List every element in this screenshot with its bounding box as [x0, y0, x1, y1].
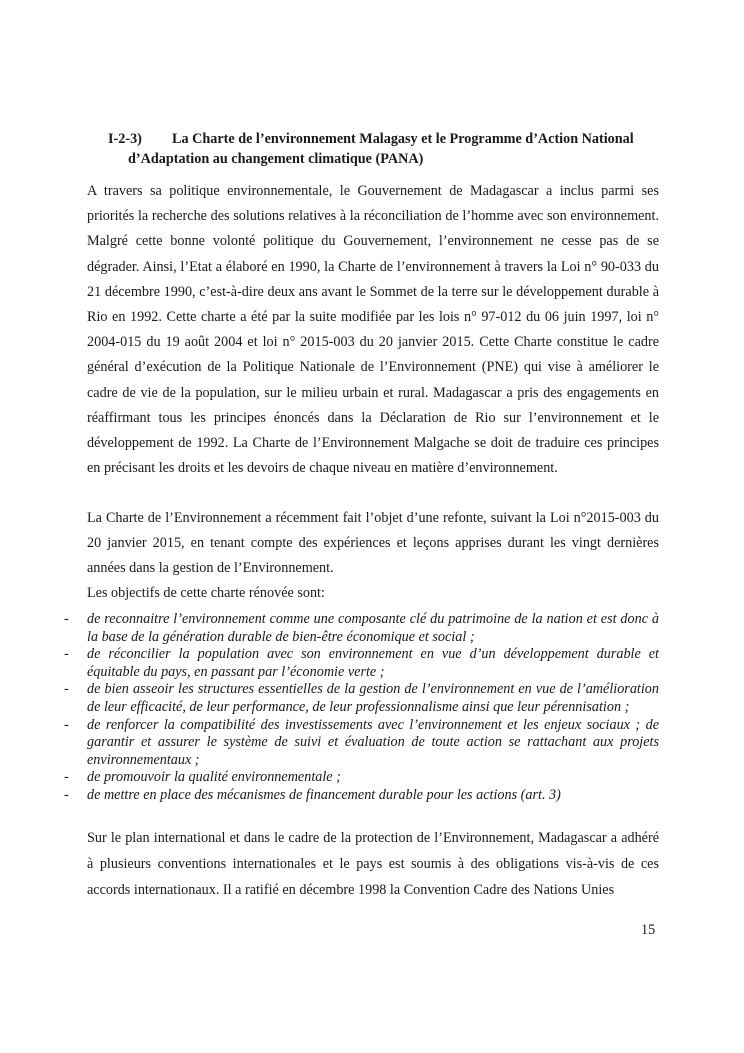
list-item: [64, 786, 659, 805]
objectives-list: [64, 611, 659, 805]
list-dash: -: [64, 681, 69, 698]
list-item: [64, 646, 659, 681]
list-dash: -: [64, 769, 69, 786]
section-heading: [108, 129, 660, 169]
objective-text: de promouvoir la qualité environnementale ;: [87, 769, 341, 786]
list-item: [64, 716, 659, 770]
objective-text: de renforcer la compatibilité des investissements avec l’environnement et les enjeux sociaux ; de garantir et assurer le système de suivi et évaluation de toute action se rattachant aux projets environnementaux ;: [87, 716, 659, 768]
paragraph-charter-intro: A travers sa politique environnementale, le Gouvernement de Madagascar a inclus parmi ses priorités la recherche des solutions relatives à la réconciliation de l’homme avec son environnement. Malgré cette bonne volonté politique du Gouvernement, l’environnement ne cesse pas de se dégrader. Ainsi, l’Etat a élaboré en 1990, la Charte de l’environnement à travers la Loi n° 90-033 du 21 décembre 1990, c’est-à-dire deux ans avant le Sommet de la terre sur le développement durable à Rio en 1992. Cette charte a été par la suite modifiée par les lois n° 97-012 du 06 juin 1997, loi n° 2004-015 du 19 août 2004 et loi n° 2015-003 du 20 janvier 2015. Cette Charte constitue le cadre général d’exécution de la Politique Nationale de l’Environnement (PNE) qui vise à améliorer le cadre de vie de la population, sur le milieu urbain et rural. Madagascar a pris des engagements en réaffirmant tous les principes énoncés dans la Déclaration de Rio sur l’environnement et le développement de 1992. La Charte de l’Environnement Malgache se doit de traduire ces principes en précisant les droits et les devoirs de chaque niveau en matière d’environnement.: [87, 183, 659, 477]
section-title-line-1: La Charte de l’environnement Malagasy et le Programme d’Action National: [172, 131, 634, 147]
objective-text: de réconcilier la population avec son environnement en vue d’un développement durable et équitable du pays, en passant par l’économie verte ;: [87, 646, 659, 680]
page-number: 15: [641, 922, 656, 938]
list-item: [64, 681, 659, 716]
list-item: [64, 769, 659, 787]
objective-text: de mettre en place des mécanismes de financement durable pour les actions (art. 3): [87, 786, 561, 803]
list-dash: -: [64, 716, 69, 733]
section-title-line-2: d’Adaptation au changement climatique (PANA): [128, 151, 424, 167]
paragraph-international-conventions: Sur le plan international et dans le cadre de la protection de l’Environnement, Madagascar a adhéré à plusieurs conventions internationales et le pays est soumis à des obligations vis-à-vis de ces accords internationaux. Il a ratifié en décembre 1998 la Convention Cadre des Nations Unies: [87, 830, 659, 898]
paragraph-charter-revision: La Charte de l’Environnement a récemment fait l’objet d’une refonte, suivant la Loi n°2015-003 du 20 janvier 2015, en tenant compte des expériences et leçons apprises durant les vingt dernières années dans la gestion de l’Environnement.: [87, 510, 659, 577]
paragraph-objectives-intro: Les objectifs de cette charte rénovée sont:: [87, 585, 325, 601]
objective-text: de bien asseoir les structures essentielles de la gestion de l’environnement en vue de l’amélioration de leur efficacité, de leur performance, de leur professionnalisme ainsi que leur pérennisation ;: [87, 681, 659, 715]
list-dash: -: [64, 786, 69, 803]
list-dash: -: [64, 611, 69, 627]
list-dash: -: [64, 646, 69, 663]
list-item: [64, 611, 659, 646]
section-number: I-2-3): [108, 131, 142, 147]
objective-text: de reconnaitre l’environnement comme une composante clé du patrimoine de la nation et est donc à la base de la génération durable de bien-être économique et social ;: [87, 611, 659, 645]
